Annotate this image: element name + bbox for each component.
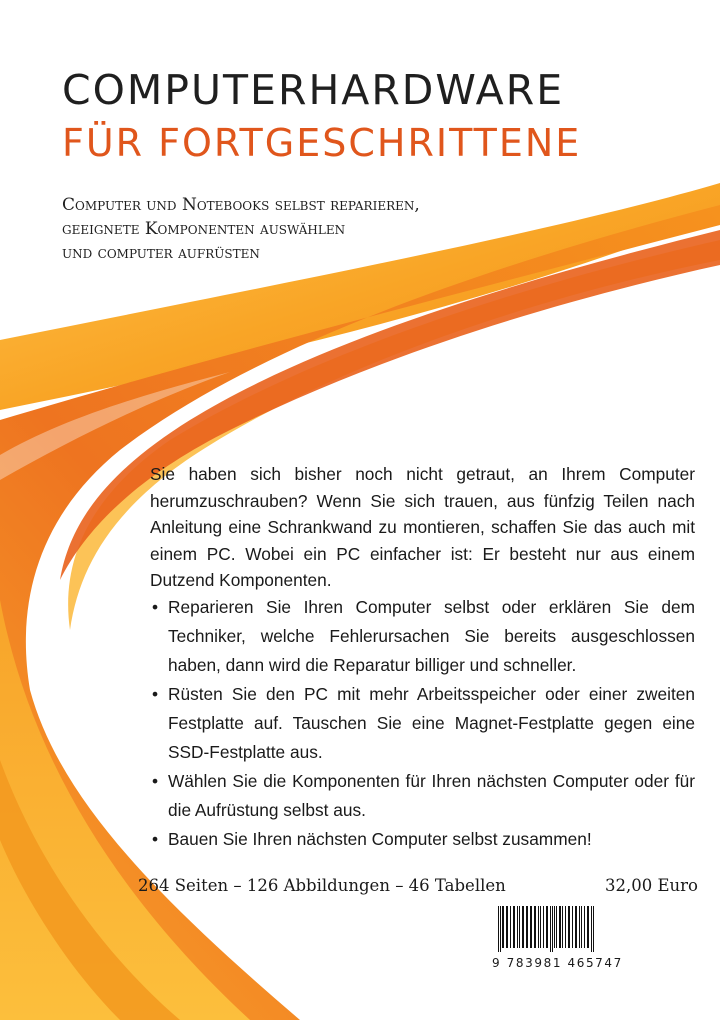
barcode-bar [540,906,541,948]
barcode-bar [593,906,594,952]
barcode-bar [554,906,555,948]
barcode-bar [522,906,524,948]
book-info: 264 Seiten – 126 Abbildungen – 46 Tabellen [138,876,506,895]
barcode-bar [510,906,511,948]
price: 32,00 Euro [605,876,698,895]
feature-item-repair: • Reparieren Sie Ihren Computer selbst oder erklären Sie dem Techniker, welche Fehlerursachen Sie bereits ausgeschlossen haben, dann wird die Reparatur billiger und schneller. [150,593,695,680]
barcode-bar [506,906,508,948]
barcode-bar [552,906,553,952]
barcode-bar [513,906,515,948]
barcode-bar [502,906,504,948]
feature-item-upgrade: • Rüsten Sie den PC mit mehr Arbeitsspeicher oder einer zweiten Festplatte auf. Tauschen Sie eine Magnet-Festplatte gegen eine SSD-Festplatte aus. [150,680,695,767]
barcode-bar [498,906,499,952]
subtitle-line-1: Computer und Notebooks selbst reparieren, [62,195,420,215]
barcode-bar [587,906,589,948]
feature-list [150,593,695,854]
barcode-bar [546,906,548,948]
feature-item-build: • Bauen Sie Ihren nächsten Computer selbst zusammen! [150,825,695,854]
title-line-1: COMPUTERHARDWARE [62,66,565,114]
isbn-barcode [496,906,636,952]
barcode-bar [559,906,561,948]
barcode-bar [519,906,520,948]
barcode-bar [562,906,563,948]
barcode-bar [568,906,570,948]
barcode-bar [565,906,566,948]
barcode-bar [526,906,528,948]
barcode-bar [534,906,536,948]
barcode-bar [579,906,580,948]
book-info-line [138,876,698,895]
feature-item-components: • Wählen Sie die Komponenten für Ihren nächsten Computer oder für die Aufrüstung selbst aus. [150,767,695,825]
barcode-bar [530,906,532,948]
intro-paragraph: Sie haben sich bisher noch nicht getraut, an Ihrem Computer herumzuschrauben? Wenn Sie sich trauen, aus fünfzig Teilen nach Anleitung eine Schrankwand zu montieren, schaffen Sie das auch mit einem PC. Wobei ein PC einfacher ist: Er besteht nur aus einem Dutzend Komponenten. [150,464,695,590]
barcode-bar [538,906,539,948]
barcode-bar [581,906,582,948]
subtitle-line-2: geeignete Komponenten auswählen [62,219,346,239]
barcode-bar [572,906,573,948]
isbn-barcode-digits: 9 783981 465747 [492,956,623,970]
barcode-bar [591,906,592,952]
barcode-bar [543,906,544,948]
subtitle [62,193,420,265]
subtitle-line-3: und computer aufrüsten [62,243,260,263]
barcode-bar [550,906,551,952]
barcode-bar [500,906,501,952]
barcode-bar [517,906,518,948]
barcode-bar [584,906,585,948]
barcode-bar [556,906,557,948]
barcode-bar [575,906,577,948]
title-line-2: FÜR FORTGESCHRITTENE [62,121,582,165]
